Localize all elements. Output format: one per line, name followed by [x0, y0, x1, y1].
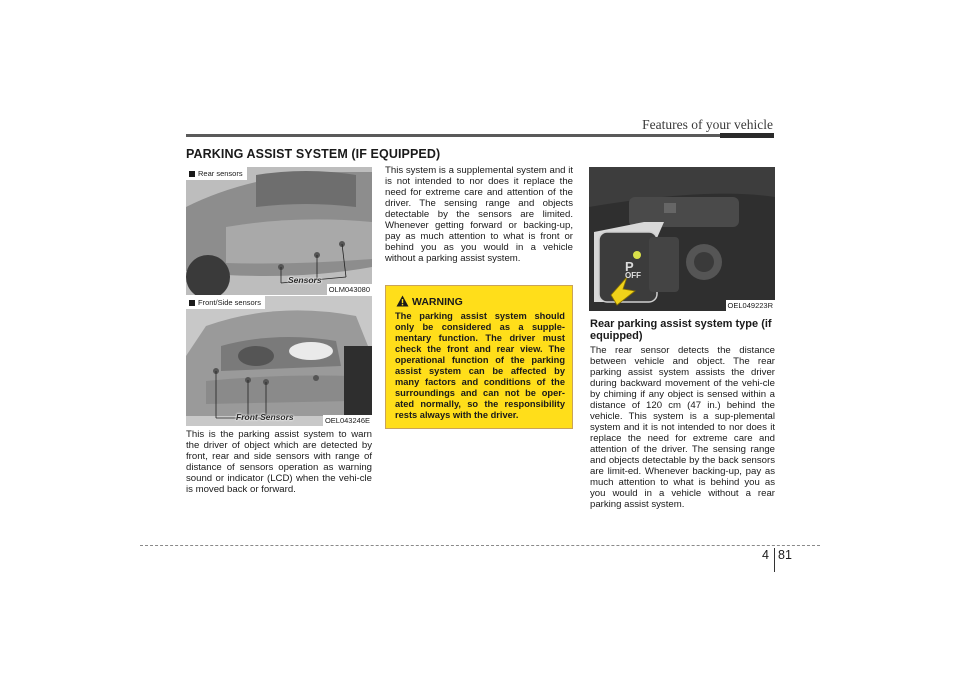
rear-type-heading: Rear parking assist system type (if equipped): [590, 318, 772, 342]
page-number: 81: [778, 548, 792, 562]
front-sensors-image: [186, 296, 372, 426]
front-sensors-caption: Front/Side sensors: [186, 296, 265, 309]
warning-triangle-icon: [396, 295, 409, 307]
rear-sensors-caption: Rear sensors: [186, 167, 247, 180]
front-sensors-tag: Front Sensors: [236, 412, 294, 422]
warning-box: [385, 285, 573, 429]
sensors-tag: Sensors: [288, 275, 322, 285]
header-rule: [186, 134, 774, 137]
rear-sensors-image: [186, 167, 372, 295]
warning-text: The parking assist system should only be considered as a supple-mentary function. The driver must check the front and rear view. The operational function of the parking assist system can be affected by many factors and conditions of the surroundings and can not be oper-ated normally, so the responsibility rests always with the driver.: [395, 311, 565, 420]
header-rule-accent: [720, 133, 774, 138]
footer-rule: [140, 545, 820, 546]
rear-type-paragraph: The rear sensor detects the distance between vehicle and object. The rear parking assist system assists the driver during backward movement of the vehi-cle by chiming if any object is sensed within a distance of 120 cm (47 in.) behind the vehicle. This system is a sup-plemental system and it is not intended to nor does it replace the need for extreme care and attention of the driver. The sensing range and objects detectable by the back sensors are limit-ed. Whenever backing-up, pay as much attention to what is behind you as you would in a vehicle without a rear parking assist system.: [590, 345, 775, 510]
front-car-illustration: [186, 296, 372, 426]
svg-text:P: P: [625, 259, 634, 274]
intro-paragraph: This is the parking assist system to warn the driver of object which are detected by front, rear and side sensors with range of distance of sensors operation as warning sound or indicator (LCD) when the vehi-cle is moved back or forward.: [186, 429, 372, 495]
switch-image-code: OEL049223R: [727, 301, 773, 310]
rear-image-code: OLM043080: [328, 285, 370, 294]
front-image-code: OEL043246E: [324, 416, 370, 425]
supplemental-paragraph: This system is a supplemental system and it is not intended to nor does it replace the need for extreme care and attention of the driver. The sensing range and objects detectable by the sensors are limited. Whenever getting forward or backing-up, pay as much attention to what is front or behind you as you would in a vehicle without a parking assist system.: [385, 165, 573, 264]
section-title: PARKING ASSIST SYSTEM (IF EQUIPPED): [186, 147, 441, 161]
footer-divider: [774, 548, 775, 572]
warning-heading: WARNING: [412, 296, 463, 308]
rear-car-illustration: [186, 167, 372, 295]
switch-illustration: [589, 167, 775, 311]
running-header: Features of your vehicle: [642, 117, 773, 132]
off-label: OFF: [625, 271, 641, 280]
parking-switch-image: [589, 167, 775, 311]
chapter-number: 4: [762, 548, 769, 562]
